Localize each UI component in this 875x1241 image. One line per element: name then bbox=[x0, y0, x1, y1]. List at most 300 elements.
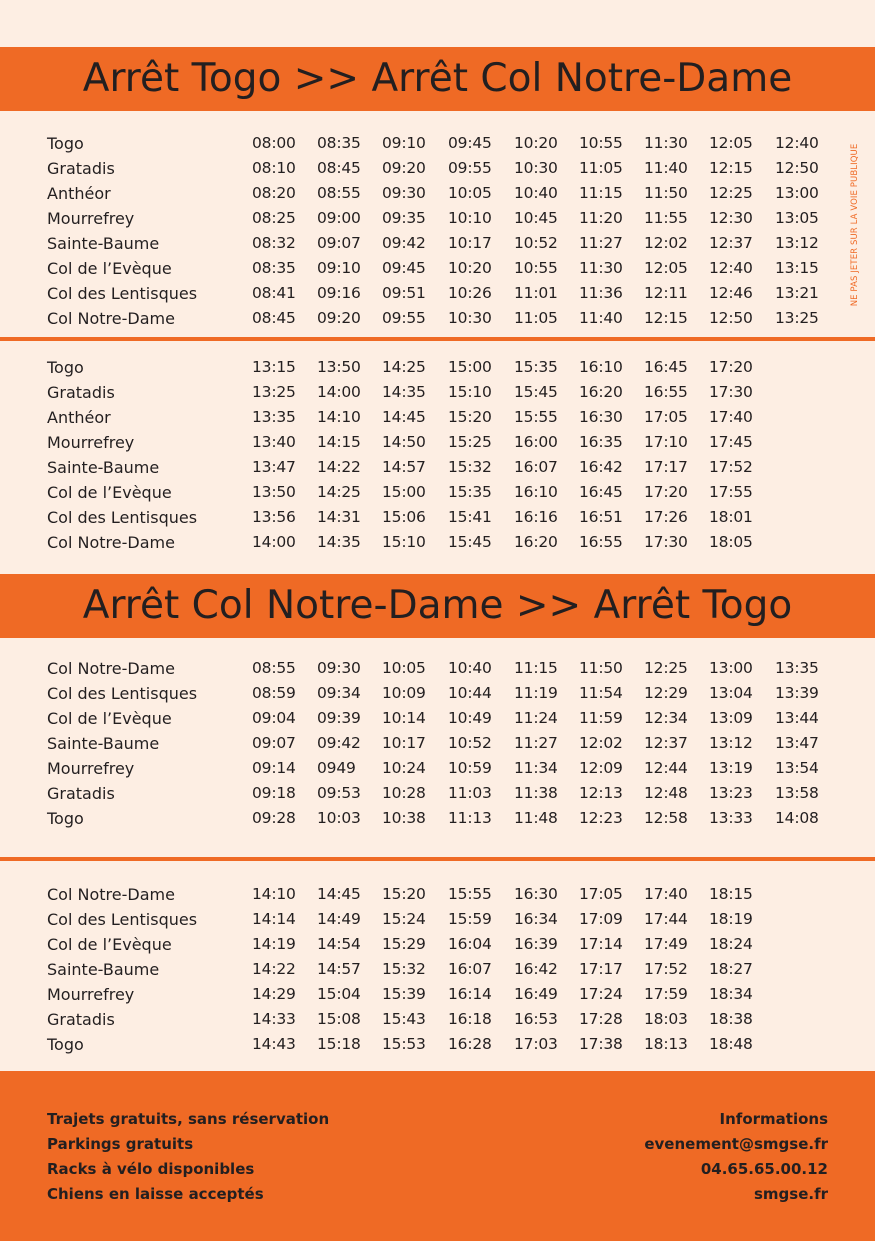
departure-time: 14:10 bbox=[317, 408, 361, 426]
departure-time: 14:10 bbox=[252, 885, 296, 903]
departure-time: 14:22 bbox=[252, 960, 296, 978]
departure-time: 12:58 bbox=[644, 809, 688, 827]
departure-time: 12:50 bbox=[709, 309, 753, 327]
departure-time: 11:38 bbox=[514, 784, 558, 802]
departure-time: 09:55 bbox=[382, 309, 426, 327]
stop-name: Togo bbox=[47, 1035, 84, 1054]
stop-name: Col Notre-Dame bbox=[47, 309, 175, 328]
departure-time: 10:28 bbox=[382, 784, 426, 802]
departure-time: 09:07 bbox=[252, 734, 296, 752]
contact-phone[interactable]: 04.65.65.00.12 bbox=[700, 1160, 828, 1178]
departure-time: 16:42 bbox=[579, 458, 623, 476]
footer bbox=[0, 1071, 875, 1241]
departure-time: 13:12 bbox=[775, 234, 819, 252]
departure-time: 10:10 bbox=[448, 209, 492, 227]
departure-time: 12:02 bbox=[644, 234, 688, 252]
departure-time: 09:04 bbox=[252, 709, 296, 727]
departure-time: 14:29 bbox=[252, 985, 296, 1003]
section-2-header bbox=[0, 574, 875, 638]
stop-name: Mourrefrey bbox=[47, 759, 135, 778]
departure-time: 15:10 bbox=[448, 383, 492, 401]
departure-time: 11:50 bbox=[579, 659, 623, 677]
departure-time: 12:40 bbox=[709, 259, 753, 277]
departure-time: 09:10 bbox=[382, 134, 426, 152]
section-2-title: Arrêt Col Notre-Dame >> Arrêt Togo bbox=[82, 583, 793, 628]
departure-time: 13:40 bbox=[252, 433, 296, 451]
departure-time: 11:50 bbox=[644, 184, 688, 202]
feature-free-parking: Parkings gratuits bbox=[47, 1135, 194, 1153]
departure-time: 12:02 bbox=[579, 734, 623, 752]
departure-time: 15:39 bbox=[382, 985, 426, 1003]
stop-name: Col de l’Evèque bbox=[47, 935, 172, 954]
departure-time: 08:55 bbox=[317, 184, 361, 202]
departure-time: 12:29 bbox=[644, 684, 688, 702]
departure-time: 10:24 bbox=[382, 759, 426, 777]
stop-name: Gratadis bbox=[47, 1010, 115, 1029]
departure-time: 12:44 bbox=[644, 759, 688, 777]
departure-time: 09:45 bbox=[382, 259, 426, 277]
departure-time: 15:32 bbox=[382, 960, 426, 978]
departure-time: 17:30 bbox=[644, 533, 688, 551]
departure-time: 14:19 bbox=[252, 935, 296, 953]
departure-time: 10:26 bbox=[448, 284, 492, 302]
departure-time: 09:20 bbox=[382, 159, 426, 177]
departure-time: 15:55 bbox=[514, 408, 558, 426]
departure-time: 10:20 bbox=[514, 134, 558, 152]
departure-time: 15:32 bbox=[448, 458, 492, 476]
departure-time: 17:28 bbox=[579, 1010, 623, 1028]
departure-time: 18:24 bbox=[709, 935, 753, 953]
departure-time: 16:10 bbox=[514, 483, 558, 501]
departure-time: 10:38 bbox=[382, 809, 426, 827]
block-divider bbox=[0, 337, 875, 341]
departure-time: 15:41 bbox=[448, 508, 492, 526]
departure-time: 15:43 bbox=[382, 1010, 426, 1028]
departure-time: 14:57 bbox=[317, 960, 361, 978]
departure-time: 13:50 bbox=[317, 358, 361, 376]
departure-time: 18:19 bbox=[709, 910, 753, 928]
stop-name: Sainte-Baume bbox=[47, 234, 160, 253]
departure-time: 12:25 bbox=[644, 659, 688, 677]
departure-time: 12:30 bbox=[709, 209, 753, 227]
departure-time: 14:54 bbox=[317, 935, 361, 953]
departure-time: 09:14 bbox=[252, 759, 296, 777]
footer-features bbox=[47, 1107, 329, 1207]
departure-time: 13:47 bbox=[775, 734, 819, 752]
departure-time: 14:49 bbox=[317, 910, 361, 928]
departure-time: 10:45 bbox=[514, 209, 558, 227]
departure-time: 09:28 bbox=[252, 809, 296, 827]
departure-time: 18:03 bbox=[644, 1010, 688, 1028]
departure-time: 13:04 bbox=[709, 684, 753, 702]
departure-time: 13:35 bbox=[252, 408, 296, 426]
departure-time: 09:53 bbox=[317, 784, 361, 802]
departure-time: 09:30 bbox=[317, 659, 361, 677]
departure-time: 08:32 bbox=[252, 234, 296, 252]
departure-time: 11:40 bbox=[644, 159, 688, 177]
departure-time: 10:05 bbox=[382, 659, 426, 677]
departure-time: 18:48 bbox=[709, 1035, 753, 1053]
departure-time: 11:59 bbox=[579, 709, 623, 727]
departure-time: 17:09 bbox=[579, 910, 623, 928]
departure-time: 16:30 bbox=[579, 408, 623, 426]
departure-time: 10:17 bbox=[382, 734, 426, 752]
departure-time: 16:10 bbox=[579, 358, 623, 376]
contact-heading: Informations bbox=[719, 1110, 828, 1128]
departure-time: 11:15 bbox=[514, 659, 558, 677]
departure-time: 16:45 bbox=[644, 358, 688, 376]
departure-time: 10:05 bbox=[448, 184, 492, 202]
departure-time: 10:52 bbox=[448, 734, 492, 752]
departure-time: 08:35 bbox=[317, 134, 361, 152]
feature-bike-racks: Racks à vélo disponibles bbox=[47, 1160, 255, 1178]
departure-time: 16:07 bbox=[514, 458, 558, 476]
departure-time: 17:49 bbox=[644, 935, 688, 953]
departure-time: 11:30 bbox=[579, 259, 623, 277]
departure-time: 09:42 bbox=[382, 234, 426, 252]
departure-time: 12:40 bbox=[775, 134, 819, 152]
departure-time: 13:25 bbox=[775, 309, 819, 327]
departure-time: 12:15 bbox=[709, 159, 753, 177]
departure-time: 09:30 bbox=[382, 184, 426, 202]
departure-time: 10:17 bbox=[448, 234, 492, 252]
departure-time: 11:27 bbox=[579, 234, 623, 252]
footer-contact bbox=[644, 1107, 828, 1207]
departure-time: 12:46 bbox=[709, 284, 753, 302]
departure-time: 12:37 bbox=[644, 734, 688, 752]
departure-time: 17:24 bbox=[579, 985, 623, 1003]
departure-time: 10:55 bbox=[514, 259, 558, 277]
stop-name: Togo bbox=[47, 134, 84, 153]
departure-time: 15:18 bbox=[317, 1035, 361, 1053]
departure-time: 15:35 bbox=[514, 358, 558, 376]
departure-time: 15:00 bbox=[382, 483, 426, 501]
departure-time: 11:40 bbox=[579, 309, 623, 327]
departure-time: 17:40 bbox=[644, 885, 688, 903]
departure-time: 12:25 bbox=[709, 184, 753, 202]
departure-time: 18:13 bbox=[644, 1035, 688, 1053]
departure-time: 17:38 bbox=[579, 1035, 623, 1053]
departure-time: 08:45 bbox=[317, 159, 361, 177]
departure-time: 17:52 bbox=[709, 458, 753, 476]
stop-name: Anthéor bbox=[47, 184, 111, 203]
departure-time: 14:35 bbox=[317, 533, 361, 551]
departure-time: 18:27 bbox=[709, 960, 753, 978]
departure-time: 14:14 bbox=[252, 910, 296, 928]
departure-time: 16:18 bbox=[448, 1010, 492, 1028]
departure-time: 14:25 bbox=[382, 358, 426, 376]
departure-time: 09:35 bbox=[382, 209, 426, 227]
departure-time: 12:15 bbox=[644, 309, 688, 327]
departure-time: 13:33 bbox=[709, 809, 753, 827]
stop-name: Col de l’Evèque bbox=[47, 483, 172, 502]
departure-time: 12:34 bbox=[644, 709, 688, 727]
departure-time: 10:20 bbox=[448, 259, 492, 277]
stop-name: Col Notre-Dame bbox=[47, 885, 175, 904]
departure-time: 14:45 bbox=[382, 408, 426, 426]
contact-email-link[interactable]: evenement@smgse.fr bbox=[644, 1135, 828, 1153]
departure-time: 18:01 bbox=[709, 508, 753, 526]
departure-time: 16:28 bbox=[448, 1035, 492, 1053]
departure-time: 15:29 bbox=[382, 935, 426, 953]
departure-time: 16:16 bbox=[514, 508, 558, 526]
departure-time: 17:05 bbox=[579, 885, 623, 903]
departure-time: 15:10 bbox=[382, 533, 426, 551]
departure-time: 11:05 bbox=[514, 309, 558, 327]
departure-time: 13:15 bbox=[775, 259, 819, 277]
departure-time: 13:35 bbox=[775, 659, 819, 677]
stop-name: Col des Lentisques bbox=[47, 284, 198, 303]
departure-time: 17:17 bbox=[579, 960, 623, 978]
departure-time: 0949 bbox=[317, 759, 356, 777]
departure-time: 10:14 bbox=[382, 709, 426, 727]
departure-time: 13:50 bbox=[252, 483, 296, 501]
departure-time: 08:45 bbox=[252, 309, 296, 327]
departure-time: 09:55 bbox=[448, 159, 492, 177]
departure-time: 17:05 bbox=[644, 408, 688, 426]
departure-time: 12:05 bbox=[709, 134, 753, 152]
departure-time: 13:12 bbox=[709, 734, 753, 752]
departure-time: 18:38 bbox=[709, 1010, 753, 1028]
departure-time: 16:20 bbox=[514, 533, 558, 551]
departure-time: 13:39 bbox=[775, 684, 819, 702]
departure-time: 15:45 bbox=[514, 383, 558, 401]
departure-time: 09:00 bbox=[317, 209, 361, 227]
side-note-text: NE PAS JETER SUR LA VOIE PUBLIQUE bbox=[850, 143, 860, 307]
departure-time: 17:17 bbox=[644, 458, 688, 476]
departure-time: 09:42 bbox=[317, 734, 361, 752]
departure-time: 09:10 bbox=[317, 259, 361, 277]
departure-time: 08:00 bbox=[252, 134, 296, 152]
departure-time: 14:00 bbox=[317, 383, 361, 401]
departure-time: 10:40 bbox=[448, 659, 492, 677]
side-note bbox=[848, 130, 862, 320]
stop-name: Mourrefrey bbox=[47, 985, 135, 1004]
departure-time: 14:00 bbox=[252, 533, 296, 551]
departure-time: 15:06 bbox=[382, 508, 426, 526]
departure-time: 16:55 bbox=[579, 533, 623, 551]
departure-time: 17:03 bbox=[514, 1035, 558, 1053]
departure-time: 17:44 bbox=[644, 910, 688, 928]
departure-time: 15:20 bbox=[448, 408, 492, 426]
feature-free-trips: Trajets gratuits, sans réservation bbox=[47, 1110, 330, 1128]
departure-time: 14:31 bbox=[317, 508, 361, 526]
stop-name: Col des Lentisques bbox=[47, 684, 198, 703]
departure-time: 15:24 bbox=[382, 910, 426, 928]
departure-time: 15:20 bbox=[382, 885, 426, 903]
stop-name: Col Notre-Dame bbox=[47, 659, 175, 678]
departure-time: 11:34 bbox=[514, 759, 558, 777]
departure-time: 15:35 bbox=[448, 483, 492, 501]
departure-time: 11:48 bbox=[514, 809, 558, 827]
stop-name: Col de l’Evèque bbox=[47, 259, 172, 278]
departure-time: 18:05 bbox=[709, 533, 753, 551]
departure-time: 13:15 bbox=[252, 358, 296, 376]
stop-name: Col des Lentisques bbox=[47, 508, 198, 527]
departure-time: 13:23 bbox=[709, 784, 753, 802]
departure-time: 17:40 bbox=[709, 408, 753, 426]
departure-time: 11:36 bbox=[579, 284, 623, 302]
departure-time: 10:44 bbox=[448, 684, 492, 702]
departure-time: 08:20 bbox=[252, 184, 296, 202]
departure-time: 11:19 bbox=[514, 684, 558, 702]
departure-time: 13:54 bbox=[775, 759, 819, 777]
departure-time: 13:05 bbox=[775, 209, 819, 227]
departure-time: 17:45 bbox=[709, 433, 753, 451]
departure-time: 12:13 bbox=[579, 784, 623, 802]
departure-time: 10:49 bbox=[448, 709, 492, 727]
departure-time: 08:59 bbox=[252, 684, 296, 702]
departure-time: 17:52 bbox=[644, 960, 688, 978]
departure-time: 16:51 bbox=[579, 508, 623, 526]
departure-time: 15:45 bbox=[448, 533, 492, 551]
stop-name: Sainte-Baume bbox=[47, 734, 160, 753]
departure-time: 17:20 bbox=[644, 483, 688, 501]
departure-time: 10:59 bbox=[448, 759, 492, 777]
departure-time: 12:05 bbox=[644, 259, 688, 277]
departure-time: 16:30 bbox=[514, 885, 558, 903]
stop-name: Mourrefrey bbox=[47, 209, 135, 228]
departure-time: 13:44 bbox=[775, 709, 819, 727]
departure-time: 13:19 bbox=[709, 759, 753, 777]
departure-time: 10:55 bbox=[579, 134, 623, 152]
departure-time: 15:00 bbox=[448, 358, 492, 376]
departure-time: 10:30 bbox=[448, 309, 492, 327]
block-divider bbox=[0, 857, 875, 861]
departure-time: 16:42 bbox=[514, 960, 558, 978]
departure-time: 15:55 bbox=[448, 885, 492, 903]
departure-time: 16:34 bbox=[514, 910, 558, 928]
departure-time: 08:55 bbox=[252, 659, 296, 677]
departure-time: 16:07 bbox=[448, 960, 492, 978]
departure-time: 14:15 bbox=[317, 433, 361, 451]
section-1-header bbox=[0, 47, 875, 111]
feature-dogs-allowed: Chiens en laisse acceptés bbox=[47, 1185, 264, 1203]
departure-time: 14:22 bbox=[317, 458, 361, 476]
departure-time: 11:01 bbox=[514, 284, 558, 302]
departure-time: 11:55 bbox=[644, 209, 688, 227]
departure-time: 11:05 bbox=[579, 159, 623, 177]
departure-time: 09:39 bbox=[317, 709, 361, 727]
departure-time: 16:55 bbox=[644, 383, 688, 401]
departure-time: 13:21 bbox=[775, 284, 819, 302]
departure-time: 15:08 bbox=[317, 1010, 361, 1028]
departure-time: 17:10 bbox=[644, 433, 688, 451]
departure-time: 17:30 bbox=[709, 383, 753, 401]
departure-time: 13:25 bbox=[252, 383, 296, 401]
departure-time: 11:20 bbox=[579, 209, 623, 227]
departure-time: 10:52 bbox=[514, 234, 558, 252]
departure-time: 11:24 bbox=[514, 709, 558, 727]
departure-time: 13:09 bbox=[709, 709, 753, 727]
stop-name: Gratadis bbox=[47, 159, 115, 178]
departure-time: 16:20 bbox=[579, 383, 623, 401]
departure-time: 13:56 bbox=[252, 508, 296, 526]
departure-time: 15:04 bbox=[317, 985, 361, 1003]
departure-time: 10:09 bbox=[382, 684, 426, 702]
stop-name: Gratadis bbox=[47, 383, 115, 402]
departure-time: 14:08 bbox=[775, 809, 819, 827]
departure-time: 09:20 bbox=[317, 309, 361, 327]
contact-website-link[interactable]: smgse.fr bbox=[753, 1185, 828, 1203]
departure-time: 14:50 bbox=[382, 433, 426, 451]
departure-time: 15:25 bbox=[448, 433, 492, 451]
departure-time: 11:15 bbox=[579, 184, 623, 202]
stop-name: Sainte-Baume bbox=[47, 960, 160, 979]
departure-time: 14:43 bbox=[252, 1035, 296, 1053]
departure-time: 13:00 bbox=[709, 659, 753, 677]
departure-time: 11:54 bbox=[579, 684, 623, 702]
departure-time: 16:45 bbox=[579, 483, 623, 501]
departure-time: 18:15 bbox=[709, 885, 753, 903]
departure-time: 15:59 bbox=[448, 910, 492, 928]
departure-time: 08:35 bbox=[252, 259, 296, 277]
departure-time: 13:00 bbox=[775, 184, 819, 202]
departure-time: 12:48 bbox=[644, 784, 688, 802]
departure-time: 16:53 bbox=[514, 1010, 558, 1028]
departure-time: 11:30 bbox=[644, 134, 688, 152]
stop-name: Anthéor bbox=[47, 408, 111, 427]
departure-time: 09:34 bbox=[317, 684, 361, 702]
departure-time: 08:10 bbox=[252, 159, 296, 177]
departure-time: 14:57 bbox=[382, 458, 426, 476]
departure-time: 16:35 bbox=[579, 433, 623, 451]
stop-name: Gratadis bbox=[47, 784, 115, 803]
departure-time: 10:30 bbox=[514, 159, 558, 177]
departure-time: 14:33 bbox=[252, 1010, 296, 1028]
departure-time: 14:45 bbox=[317, 885, 361, 903]
departure-time: 09:45 bbox=[448, 134, 492, 152]
departure-time: 17:26 bbox=[644, 508, 688, 526]
departure-time: 17:20 bbox=[709, 358, 753, 376]
departure-time: 08:41 bbox=[252, 284, 296, 302]
departure-time: 10:03 bbox=[317, 809, 361, 827]
departure-time: 16:39 bbox=[514, 935, 558, 953]
departure-time: 11:13 bbox=[448, 809, 492, 827]
departure-time: 10:40 bbox=[514, 184, 558, 202]
departure-time: 16:49 bbox=[514, 985, 558, 1003]
departure-time: 12:50 bbox=[775, 159, 819, 177]
departure-time: 17:14 bbox=[579, 935, 623, 953]
departure-time: 16:04 bbox=[448, 935, 492, 953]
departure-time: 12:09 bbox=[579, 759, 623, 777]
departure-time: 09:18 bbox=[252, 784, 296, 802]
departure-time: 16:14 bbox=[448, 985, 492, 1003]
stop-name: Col Notre-Dame bbox=[47, 533, 175, 552]
stop-name: Col des Lentisques bbox=[47, 910, 198, 929]
departure-time: 17:59 bbox=[644, 985, 688, 1003]
stop-name: Col de l’Evèque bbox=[47, 709, 172, 728]
departure-time: 12:23 bbox=[579, 809, 623, 827]
departure-time: 09:07 bbox=[317, 234, 361, 252]
departure-time: 12:37 bbox=[709, 234, 753, 252]
stop-name: Mourrefrey bbox=[47, 433, 135, 452]
departure-time: 17:55 bbox=[709, 483, 753, 501]
stop-name: Togo bbox=[47, 358, 84, 377]
departure-time: 09:51 bbox=[382, 284, 426, 302]
departure-time: 08:25 bbox=[252, 209, 296, 227]
departure-time: 13:47 bbox=[252, 458, 296, 476]
departure-time: 18:34 bbox=[709, 985, 753, 1003]
stop-name: Togo bbox=[47, 809, 84, 828]
departure-time: 11:27 bbox=[514, 734, 558, 752]
section-1-title: Arrêt Togo >> Arrêt Col Notre-Dame bbox=[82, 56, 793, 101]
departure-time: 11:03 bbox=[448, 784, 492, 802]
departure-time: 15:53 bbox=[382, 1035, 426, 1053]
departure-time: 12:11 bbox=[644, 284, 688, 302]
departure-time: 16:00 bbox=[514, 433, 558, 451]
departure-time: 09:16 bbox=[317, 284, 361, 302]
